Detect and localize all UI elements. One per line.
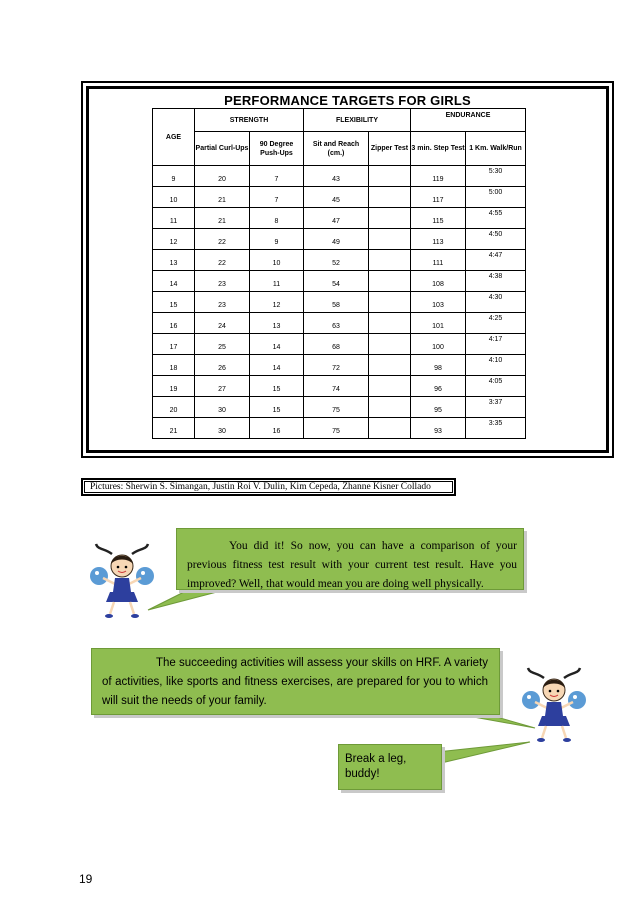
table-cell: 20 — [153, 397, 195, 418]
bubble-1-text: You did it! So now, you can have a comparison of your previous fitness test result with your current test result. Have you improved? Well, that would mean you are doing well physically. — [187, 540, 517, 590]
header-zipper-test: Zipper Test — [369, 132, 411, 166]
picture-credits: Pictures: Sherwin S. Simangan, Justin Roi V. Dulin, Kim Cepeda, Zhanne Kisner Collado — [90, 482, 431, 492]
table-cell: 21 — [195, 208, 250, 229]
header-partial-curl-ups: Partial Curl-Ups — [195, 132, 250, 166]
table-cell: 4:17 — [466, 334, 526, 355]
page-number: 19 — [79, 872, 93, 886]
table-title: PERFORMANCE TARGETS FOR GIRLS — [224, 93, 471, 108]
table-cell: 14 — [250, 355, 304, 376]
table-cell: 95 — [411, 397, 466, 418]
table-cell: 27 — [195, 376, 250, 397]
table-cell: 74 — [304, 376, 369, 397]
table-cell: 58 — [304, 292, 369, 313]
table-cell: 25 — [195, 334, 250, 355]
table-cell: 18 — [153, 355, 195, 376]
table-cell: 4:30 — [466, 292, 526, 313]
speech-bubble-3 — [338, 744, 442, 790]
table-cell: 22 — [195, 250, 250, 271]
table-cell: 75 — [304, 418, 369, 439]
table-cell: 4:47 — [466, 250, 526, 271]
table-cell: 22 — [195, 229, 250, 250]
table-cell: 5:00 — [466, 187, 526, 208]
table-cell: 14 — [153, 271, 195, 292]
table-cell: 14 — [250, 334, 304, 355]
table-cell: 4:50 — [466, 229, 526, 250]
table-cell: 15 — [250, 376, 304, 397]
header-endurance: ENDURANCE — [411, 109, 526, 132]
header-sit-and-reach: Sit and Reach (cm.) — [304, 132, 369, 166]
table-cell: 115 — [411, 208, 466, 229]
cheerleader-girl-right-icon — [520, 664, 588, 746]
table-cell: 7 — [250, 187, 304, 208]
table-cell: 13 — [153, 250, 195, 271]
table-cell: 21 — [195, 187, 250, 208]
table-cell: 9 — [250, 229, 304, 250]
header-push-ups: 90 Degree Push-Ups — [250, 132, 304, 166]
table-cell: 47 — [304, 208, 369, 229]
table-cell: 10 — [250, 250, 304, 271]
table-cell: 4:55 — [466, 208, 526, 229]
table-cell: 12 — [250, 292, 304, 313]
table-cell: 75 — [304, 397, 369, 418]
table-cell: 119 — [411, 166, 466, 187]
table-cell: 7 — [250, 166, 304, 187]
table-cell: 4:05 — [466, 376, 526, 397]
table-cell: 21 — [153, 418, 195, 439]
table-cell: 113 — [411, 229, 466, 250]
table-cell: 26 — [195, 355, 250, 376]
header-strength: STRENGTH — [195, 109, 304, 132]
table-cell: 43 — [304, 166, 369, 187]
bubble-2-text: The succeeding activities will assess your skills on HRF. A variety of activities, like sports and fitness exercises, are prepared for you to which will suit the needs of your family. — [102, 657, 488, 707]
table-cell: 103 — [411, 292, 466, 313]
table-cell: 30 — [195, 418, 250, 439]
cheerleader-girl-left-icon — [88, 540, 156, 622]
table-cell: 45 — [304, 187, 369, 208]
table-cell: 52 — [304, 250, 369, 271]
table-cell: 63 — [304, 313, 369, 334]
table-cell: 3:35 — [466, 418, 526, 439]
table-cell: 72 — [304, 355, 369, 376]
table-cell: 30 — [195, 397, 250, 418]
table-cell: 16 — [153, 313, 195, 334]
table-cell: 20 — [195, 166, 250, 187]
speech-bubble-2 — [91, 648, 500, 715]
table-cell: 17 — [153, 334, 195, 355]
header-flexibility: FLEXIBILITY — [304, 109, 411, 132]
table-cell: 13 — [250, 313, 304, 334]
table-cell: 12 — [153, 229, 195, 250]
table-cell: 4:38 — [466, 271, 526, 292]
table-cell: 9 — [153, 166, 195, 187]
table-cell: 108 — [411, 271, 466, 292]
table-cell: 93 — [411, 418, 466, 439]
table-cell: 117 — [411, 187, 466, 208]
table-cell: 10 — [153, 187, 195, 208]
bubble-3-text: Break a leg, buddy! — [345, 753, 407, 780]
table-cell: 19 — [153, 376, 195, 397]
table-cell: 11 — [250, 271, 304, 292]
table-cell: 100 — [411, 334, 466, 355]
table-cell: 101 — [411, 313, 466, 334]
table-cell: 4:10 — [466, 355, 526, 376]
table-cell: 4:25 — [466, 313, 526, 334]
header-age: AGE — [153, 109, 195, 166]
header-walk-run: 1 Km. Walk/Run — [466, 132, 526, 166]
table-cell: 15 — [153, 292, 195, 313]
table-cell: 11 — [153, 208, 195, 229]
speech-bubble-1 — [176, 528, 524, 590]
table-cell: 23 — [195, 292, 250, 313]
table-cell: 23 — [195, 271, 250, 292]
table-cell: 24 — [195, 313, 250, 334]
table-cell: 49 — [304, 229, 369, 250]
table-cell: 96 — [411, 376, 466, 397]
table-cell: 15 — [250, 397, 304, 418]
table-cell: 111 — [411, 250, 466, 271]
bubble3-tail — [437, 742, 530, 764]
table-cell: 16 — [250, 418, 304, 439]
table-cell: 54 — [304, 271, 369, 292]
table-cell: 8 — [250, 208, 304, 229]
table-cell: 68 — [304, 334, 369, 355]
table-cell: 98 — [411, 355, 466, 376]
header-step-test: 3 min. Step Test — [411, 132, 466, 166]
table-cell: 3:37 — [466, 397, 526, 418]
table-cell: 5:30 — [466, 166, 526, 187]
